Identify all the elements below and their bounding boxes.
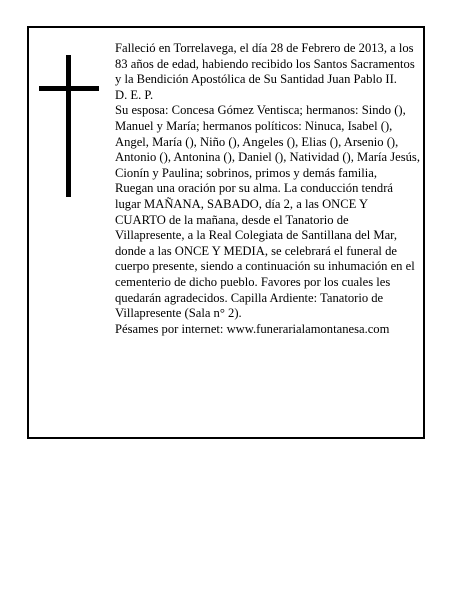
obituary-notice	[27, 26, 425, 439]
death-announcement: Falleció en Torrelavega, el día 28 de Febrero de 2013, a los 83 años de edad, habiendo recibido los Santos Sacramentos y la Bendición Apostólica de Su Santidad Juan Pablo II.	[115, 41, 415, 87]
rest-in-peace: D. E. P.	[115, 87, 154, 102]
cross-horizontal-bar	[39, 86, 99, 91]
funeral-details: Ruegan una oración por su alma. La conducción tendrá lugar MAÑANA, SABADO, día 2, a las ONCE Y CUARTO de la mañana, desde el Tanatorio de Villapresente, a la Real Colegiata de Santillana del Mar, donde a las ONCE Y MEDIA, se celebrará el funeral de cuerpo presente, siendo a continuación su inhumación en el cementerio de dicho pueblo. Favores por los cuales les quedarán agradecidos. Capilla Ardiente: Tanatorio de Villapresente (Sala n° 2).	[115, 181, 415, 321]
family-list: Su esposa: Concesa Gómez Ventisca; hermanos: Sindo (), Manuel y María; hermanos políticos: Ninuca, Isabel (), Angel, María (), Niño (), Angeles (), Elias (), Arsenio (), Antonio (), Antonina (), Daniel (), Natividad (), María Jesús, Cionín y Paulina; sobrinos, primos y demás familia,	[115, 103, 420, 180]
obituary-text	[115, 41, 421, 337]
condolences-website: Pésames por internet: www.funerarialamontanesa.com	[115, 321, 390, 336]
latin-cross-icon	[39, 55, 99, 197]
cross-vertical-bar	[66, 55, 71, 197]
